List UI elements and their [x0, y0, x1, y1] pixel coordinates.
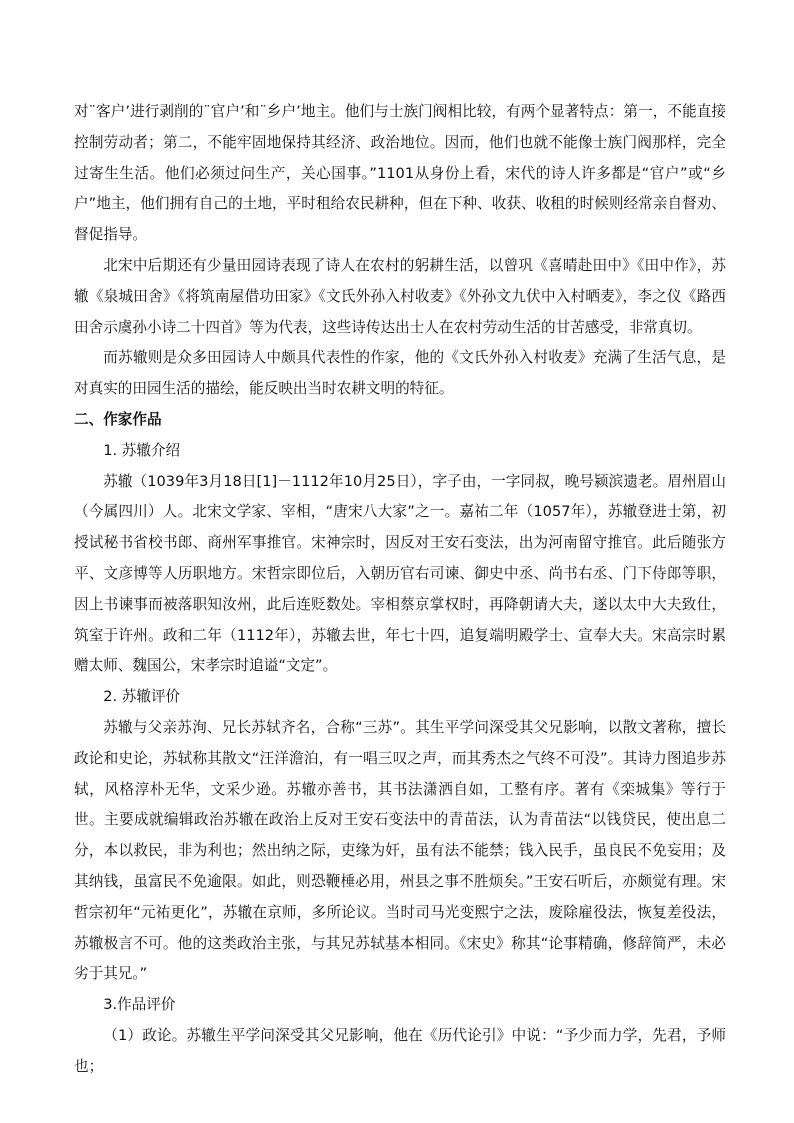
- paragraph-pastoral-poems: 北宋中后期还有少量田园诗表现了诗人在农村的躬耕生活，以曾巩《喜晴赴田中》《田中作》，苏辙《泉城田舍》《将筑南屋借功田家》《文氏外孙入村收麦》《外孙文九伏中入村晒麦》，李之仪《路西田舍示虞孙小诗二十四首》等为代表，这些诗传达出士人在农村劳动生活的甘苦感受，非常真切。: [74, 256, 726, 336]
- paragraph-landlords: 对¨客户’进行剥削的¨官户’和¨乡户’地主。他们与士族门阀相比较，有两个显著特点：第一，不能直接控制劳动者；第二，不能牢固地保持其经济、政治地位。因而，他们也就不能像士族门阀那样，完全过寄生生活。他们必须过问生产，关心国事。”1101从身份上看，宋代的诗人许多都是“官户”或“乡户”地主，他们拥有自己的土地，平时租给农民耕种，但在下种、收获、收租的时候则经常亲自督劝、督促指导。: [74, 103, 726, 244]
- subheading-works-evaluation: 3.作品评价: [103, 996, 176, 1014]
- paragraph-su-zhe-evaluation: 苏辙与父亲苏洵、兄长苏轼齐名，合称“三苏”。其生平学问深受其父兄影响，以散文著称，擅长政论和史论，苏轼称其散文“汪洋澹泊，有一唱三叹之声，而其秀杰之气终不可没”。其诗力图追步苏轼，风格淳朴无华，文采少逊。苏辙亦善书，其书法潇洒自如，工整有序。著有《栾城集》等行于世。主要成就编辑政治苏辙在政治上反对王安石变法中的青苗法，认为青苗法“以钱贷民，使出息二分，本以救民，非为利也；然出纳之际，吏缘为奸，虽有法不能禁；钱入民手，虽良民不免妄用；及其纳钱，虽富民不免逾限。如此，则恐鞭棰必用，州县之事不胜烦矣。”王安石听后，亦颇觉有理。宋哲宗初年“元祐更化”，苏辙在京师，多所论议。当时司马光变熙宁之法，废除雇役法，恢复差役法，苏辙极言不可。他的这类政治主张，与其兄苏轼基本相同。《宋史》称其“论事精确，修辞简严，未必劣于其兄。”: [74, 718, 726, 983]
- subheading-su-zhe-intro: 1. 苏辙介绍: [103, 441, 181, 459]
- paragraph-political-essays: （1）政论。苏辙生平学问深受其父兄影响，他在《历代论引》中说：“予少而力学，先君，予师也；: [74, 1026, 726, 1075]
- paragraph-su-zhe-intro: 苏辙（1039年3月18日[1]－1112年10月25日），字子由，一字同叔，晚号颍滨遗老。眉州眉山（今属四川）人。北宋文学家、宰相，“唐宋八大家”之一。嘉祐二年（1057年），苏辙登进士第，初授试秘书省校书郎、商州军事推官。宋神宗时，因反对王安石变法，出为河南留守推官。此后随张方平、文彦博等人历职地方。宋哲宗即位后，入朝历官右司谏、御史中丞、尚书右丞、门下侍郎等职，因上书谏事而被落职知汝州，此后连贬数处。宰相蔡京掌权时，再降朝请大夫，遂以太中大夫致仕，筑室于许州。政和二年（1112年），苏辙去世，年七十四，追复端明殿学士、宣奉大夫。宋高宗时累赠太师、魏国公，宋孝宗时追谥“文定”。: [74, 472, 726, 675]
- document-body: [74, 97, 726, 1083]
- paragraph-su-zhe-representative: 而苏辙则是众多田园诗人中颇具代表性的作家，他的《文氏外孙入村收麦》充满了生活气息，是对真实的田园生活的描绘，能反映出当时农耕文明的特征。: [74, 349, 726, 398]
- subheading-su-zhe-evaluation: 2. 苏辙评价: [103, 688, 181, 706]
- section-heading-author-works: 二、作家作品: [74, 410, 162, 428]
